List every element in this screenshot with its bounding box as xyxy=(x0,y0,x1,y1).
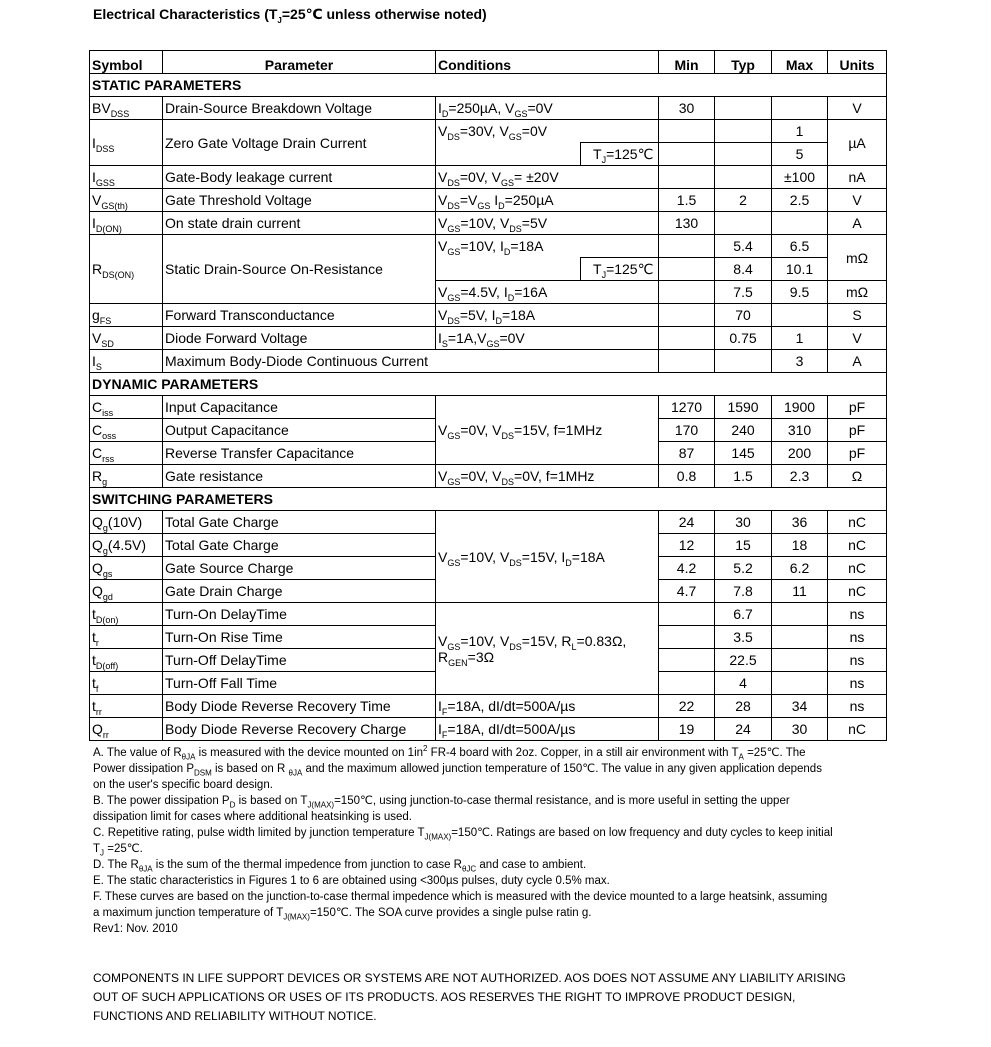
units-cell: nC xyxy=(828,557,887,580)
typ-cell: 8.4 xyxy=(715,258,772,281)
min-cell: 30 xyxy=(659,97,715,120)
parameter-cell: Maximum Body-Diode Continuous Current xyxy=(163,350,659,373)
header-symbol: Symbol xyxy=(90,51,163,74)
min-cell xyxy=(659,281,715,304)
symbol-cell: $Q_{gs}$ xyxy=(90,557,163,580)
conditions-cell: $I_F=18A$, dI/dt=500A/µs xyxy=(436,695,659,718)
units-cell: pF xyxy=(828,419,887,442)
symbol-cell: $C_{rss}$ xyxy=(90,442,163,465)
units-cell: ns xyxy=(828,695,887,718)
parameter-cell: Output Capacitance xyxy=(163,419,436,442)
units-cell: pF xyxy=(828,442,887,465)
table-row xyxy=(90,189,887,212)
symbol-cell: $I_{DSS}$ xyxy=(90,120,163,166)
parameter-cell: Gate Drain Charge xyxy=(163,580,436,603)
table-row xyxy=(90,212,887,235)
max-cell: 5 xyxy=(772,143,828,166)
disclaimer xyxy=(93,969,893,1026)
min-cell xyxy=(659,649,715,672)
table-row xyxy=(90,120,887,143)
min-cell xyxy=(659,120,715,143)
typ-cell: 7.5 xyxy=(715,281,772,304)
typ-cell: 1.5 xyxy=(715,465,772,488)
table-row xyxy=(90,465,887,488)
symbol-cell: $V_{GS(th)}$ xyxy=(90,189,163,212)
max-cell: 6.5 xyxy=(772,235,828,258)
max-cell: 1 xyxy=(772,120,828,143)
conditions-cell: $V_{GS}=0V$, $V_{DS}=15V$, f=1MHz xyxy=(436,396,659,465)
header-row xyxy=(90,51,887,74)
header-max: Max xyxy=(772,51,828,74)
symbol-cell: $I_{D(ON)}$ xyxy=(90,212,163,235)
conditions-cell: $V_{GS}=4.5V$, $I_D=16A$ xyxy=(436,281,659,304)
units-cell: ns xyxy=(828,649,887,672)
conditions-cell: $V_{DS}=0V$, $V_{GS}= \pm 20V$ xyxy=(436,166,659,189)
typ-cell: 24 xyxy=(715,718,772,741)
parameter-cell: Total Gate Charge xyxy=(163,534,436,557)
min-cell xyxy=(659,304,715,327)
conditions-cell: $I_D=250\mu A$, $V_{GS}=0V$ xyxy=(436,97,659,120)
max-cell xyxy=(772,672,828,695)
typ-cell: 15 xyxy=(715,534,772,557)
typ-cell: 3.5 xyxy=(715,626,772,649)
max-cell: ±100 xyxy=(772,166,828,189)
parameter-cell: Turn-Off Fall Time xyxy=(163,672,436,695)
units-cell: ns xyxy=(828,603,887,626)
parameter-cell: Total Gate Charge xyxy=(163,511,436,534)
units-cell: nC xyxy=(828,580,887,603)
symbol-cell: $t_f$ xyxy=(90,672,163,695)
typ-cell: 145 xyxy=(715,442,772,465)
parameter-cell: Diode Forward Voltage xyxy=(163,327,436,350)
symbol-cell: $t_{D(off)}$ xyxy=(90,649,163,672)
conditions-cell: $V_{GS}=10V$, $I_D=18A$ xyxy=(436,235,659,258)
table-row xyxy=(90,97,887,120)
parameter-cell: Body Diode Reverse Recovery Time xyxy=(163,695,436,718)
typ-cell xyxy=(715,120,772,143)
min-cell: 24 xyxy=(659,511,715,534)
conditions-blank xyxy=(436,258,581,281)
revision: Rev1: Nov. 2010 xyxy=(93,923,178,935)
min-cell: 4.2 xyxy=(659,557,715,580)
conditions-cell: $V_{GS}=0V$, $V_{DS}=0V$, f=1MHz xyxy=(436,465,659,488)
page-title: Electrical Characteristics ($T_J=25℃$ unless otherwise noted) xyxy=(93,6,487,25)
max-cell: 6.2 xyxy=(772,557,828,580)
units-cell: V xyxy=(828,97,887,120)
max-cell: 36 xyxy=(772,511,828,534)
disclaimer-line: OUT OF SUCH APPLICATIONS OR USES OF ITS PRODUCTS. AOS RESERVES THE RIGHT TO IMPROVE PRODUCT DESIGN, xyxy=(93,990,796,1004)
typ-cell: 240 xyxy=(715,419,772,442)
typ-cell: 4 xyxy=(715,672,772,695)
max-cell: 2.5 xyxy=(772,189,828,212)
electrical-characteristics-table xyxy=(89,50,887,741)
min-cell xyxy=(659,672,715,695)
parameter-cell: Forward Transconductance xyxy=(163,304,436,327)
typ-cell: 28 xyxy=(715,695,772,718)
parameter-cell: Turn-Off DelayTime xyxy=(163,649,436,672)
header-min: Min xyxy=(659,51,715,74)
units-cell: pF xyxy=(828,396,887,419)
symbol-cell: $I_S$ xyxy=(90,350,163,373)
units-cell: nC xyxy=(828,534,887,557)
typ-cell xyxy=(715,350,772,373)
min-cell xyxy=(659,626,715,649)
min-cell: 130 xyxy=(659,212,715,235)
footnotes xyxy=(93,745,883,937)
typ-cell: 1590 xyxy=(715,396,772,419)
typ-cell: 2 xyxy=(715,189,772,212)
parameter-cell: Turn-On Rise Time xyxy=(163,626,436,649)
parameter-cell: Body Diode Reverse Recovery Charge xyxy=(163,718,436,741)
header-units: Units xyxy=(828,51,887,74)
symbol-cell: $R_{DS(ON)}$ xyxy=(90,235,163,304)
min-cell xyxy=(659,143,715,166)
tj-condition-cell: $T_J=125℃$ xyxy=(581,143,659,166)
note-c: C. Repetitive rating, pulse width limited by junction temperature $T_{J(MAX)}=150℃$. Ratings are based on low frequency and duty cycles to keep initial $T_J$ =25℃. xyxy=(93,827,833,858)
parameter-cell: Reverse Transfer Capacitance xyxy=(163,442,436,465)
parameter-cell: Turn-On DelayTime xyxy=(163,603,436,626)
typ-cell xyxy=(715,212,772,235)
units-cell: nC xyxy=(828,511,887,534)
table-row xyxy=(90,350,887,373)
table-row xyxy=(90,511,887,534)
table-row xyxy=(90,695,887,718)
symbol-cell: $C_{oss}$ xyxy=(90,419,163,442)
table-row xyxy=(90,327,887,350)
header-conditions: Conditions xyxy=(436,51,659,74)
min-cell: 1270 xyxy=(659,396,715,419)
tj-condition-cell: $T_J=125℃$ xyxy=(581,258,659,281)
units-cell: µA xyxy=(828,120,887,166)
header-parameter: Parameter xyxy=(163,51,436,74)
symbol-cell: $V_{SD}$ xyxy=(90,327,163,350)
symbol-cell: $I_{GSS}$ xyxy=(90,166,163,189)
units-cell: V xyxy=(828,189,887,212)
max-cell xyxy=(772,97,828,120)
max-cell xyxy=(772,304,828,327)
parameter-cell: Drain-Source Breakdown Voltage xyxy=(163,97,436,120)
conditions-cell: $V_{DS}=V_{GS}$ $I_D=250\mu A$ xyxy=(436,189,659,212)
section-switching: SWITCHING PARAMETERS xyxy=(90,488,887,511)
parameter-cell: Zero Gate Voltage Drain Current xyxy=(163,120,436,166)
max-cell: 200 xyxy=(772,442,828,465)
units-cell: mΩ xyxy=(828,281,887,304)
min-cell: 19 xyxy=(659,718,715,741)
typ-cell: 22.5 xyxy=(715,649,772,672)
parameter-cell: Gate Source Charge xyxy=(163,557,436,580)
note-a: A. The value of $R_{\theta JA}$ is measured with the device mounted on $1in^2$ FR-4 board with 2oz. Copper, in a still air environment with $T_A$ =25℃. The Power dissipation $P_{DSM}$ is based on R $_{\theta JA}$ and the maximum allowed junction temperature of 150℃. The value in any given application depends on the user's specific board design. xyxy=(93,744,822,791)
table-row xyxy=(90,718,887,741)
conditions-cell: $V_{GS}=10V$, $V_{DS}=15V$, $R_L=0.83\Omega$, $R_{GEN}=3\Omega$ xyxy=(436,603,659,695)
typ-cell: 30 xyxy=(715,511,772,534)
conditions-blank xyxy=(436,143,581,166)
table-row xyxy=(90,235,887,258)
max-cell: 30 xyxy=(772,718,828,741)
min-cell: 22 xyxy=(659,695,715,718)
conditions-cell: $V_{DS}=30V$, $V_{GS}=0V$ xyxy=(436,120,659,143)
max-cell xyxy=(772,649,828,672)
units-cell: ns xyxy=(828,672,887,695)
note-b: B. The power dissipation $P_D$ is based on $T_{J(MAX)}=150℃$, using junction-to-case thermal resistance, and is more useful in setting the upper dissipation limit for cases where additional heatsinking is used. xyxy=(93,795,790,823)
units-cell: A xyxy=(828,350,887,373)
typ-cell: 5.4 xyxy=(715,235,772,258)
max-cell: 3 xyxy=(772,350,828,373)
max-cell xyxy=(772,603,828,626)
symbol-cell: $Q_{gd}$ xyxy=(90,580,163,603)
disclaimer-line: FUNCTIONS AND RELIABILITY WITHOUT NOTICE. xyxy=(93,1009,377,1023)
max-cell: 34 xyxy=(772,695,828,718)
header-typ: Typ xyxy=(715,51,772,74)
typ-cell xyxy=(715,143,772,166)
table-row xyxy=(90,166,887,189)
symbol-cell: $BV_{DSS}$ xyxy=(90,97,163,120)
min-cell: 12 xyxy=(659,534,715,557)
typ-cell: 7.8 xyxy=(715,580,772,603)
max-cell: 2.3 xyxy=(772,465,828,488)
min-cell xyxy=(659,258,715,281)
symbol-cell: $g_{FS}$ xyxy=(90,304,163,327)
symbol-cell: $Q_g(10V)$ xyxy=(90,511,163,534)
table-row xyxy=(90,603,887,626)
note-f: F. These curves are based on the junction-to-case thermal impedence which is measured with the device mounted to a large heatsink, assuming a maximum junction temperature of $T_{J(MAX)}=150℃$. The SOA curve provides a single pulse ratin g. xyxy=(93,891,828,922)
parameter-cell: On state drain current xyxy=(163,212,436,235)
symbol-cell: $t_{rr}$ xyxy=(90,695,163,718)
conditions-cell: $I_F=18A$, dI/dt=500A/µs xyxy=(436,718,659,741)
parameter-cell: Gate Threshold Voltage xyxy=(163,189,436,212)
max-cell xyxy=(772,626,828,649)
max-cell: 9.5 xyxy=(772,281,828,304)
typ-cell: 6.7 xyxy=(715,603,772,626)
parameter-cell: Gate-Body leakage current xyxy=(163,166,436,189)
units-cell: nA xyxy=(828,166,887,189)
parameter-cell: Gate resistance xyxy=(163,465,436,488)
table-row xyxy=(90,304,887,327)
units-cell: S xyxy=(828,304,887,327)
conditions-cell: $I_S=1A,V_{GS}=0V$ xyxy=(436,327,659,350)
typ-cell: 0.75 xyxy=(715,327,772,350)
min-cell xyxy=(659,235,715,258)
section-dynamic: DYNAMIC PARAMETERS xyxy=(90,373,887,396)
min-cell: 0.8 xyxy=(659,465,715,488)
symbol-cell: $R_g$ xyxy=(90,465,163,488)
typ-cell xyxy=(715,97,772,120)
units-cell: V xyxy=(828,327,887,350)
typ-cell xyxy=(715,166,772,189)
conditions-cell: $V_{GS}=10V$, $V_{DS}=5V$ xyxy=(436,212,659,235)
table-row xyxy=(90,396,887,419)
symbol-cell: $Q_g(4.5V)$ xyxy=(90,534,163,557)
symbol-cell: $t_{D(on)}$ xyxy=(90,603,163,626)
max-cell: 11 xyxy=(772,580,828,603)
min-cell xyxy=(659,327,715,350)
note-e: E. The static characteristics in Figures 1 to 6 are obtained using <300µs pulses, duty cycle 0.5% max. xyxy=(93,875,610,887)
max-cell: 18 xyxy=(772,534,828,557)
max-cell: 310 xyxy=(772,419,828,442)
min-cell: 87 xyxy=(659,442,715,465)
max-cell: 10.1 xyxy=(772,258,828,281)
parameter-cell: Static Drain-Source On-Resistance xyxy=(163,235,436,304)
symbol-cell: $C_{iss}$ xyxy=(90,396,163,419)
min-cell: 170 xyxy=(659,419,715,442)
disclaimer-line: COMPONENTS IN LIFE SUPPORT DEVICES OR SYSTEMS ARE NOT AUTHORIZED. AOS DOES NOT ASSUME ANY LIABILITY ARISING xyxy=(93,971,846,985)
note-d: D. The $R_{\theta JA}$ is the sum of the thermal impedence from junction to case $R_{\theta JC}$ and case to ambient. xyxy=(93,859,587,874)
max-cell xyxy=(772,212,828,235)
units-cell: Ω xyxy=(828,465,887,488)
max-cell: 1900 xyxy=(772,396,828,419)
min-cell xyxy=(659,350,715,373)
typ-cell: 70 xyxy=(715,304,772,327)
symbol-cell: $t_r$ xyxy=(90,626,163,649)
units-cell: nC xyxy=(828,718,887,741)
conditions-cell: $V_{DS}=5V$, $I_D=18A$ xyxy=(436,304,659,327)
conditions-cell: $V_{GS}=10V$, $V_{DS}=15V$, $I_D=18A$ xyxy=(436,511,659,603)
min-cell: 1.5 xyxy=(659,189,715,212)
units-cell: mΩ xyxy=(828,235,887,281)
units-cell: A xyxy=(828,212,887,235)
max-cell: 1 xyxy=(772,327,828,350)
min-cell xyxy=(659,166,715,189)
min-cell xyxy=(659,603,715,626)
parameter-cell: Input Capacitance xyxy=(163,396,436,419)
min-cell: 4.7 xyxy=(659,580,715,603)
units-cell: ns xyxy=(828,626,887,649)
section-static: STATIC PARAMETERS xyxy=(90,74,887,97)
typ-cell: 5.2 xyxy=(715,557,772,580)
symbol-cell: $Q_{rr}$ xyxy=(90,718,163,741)
